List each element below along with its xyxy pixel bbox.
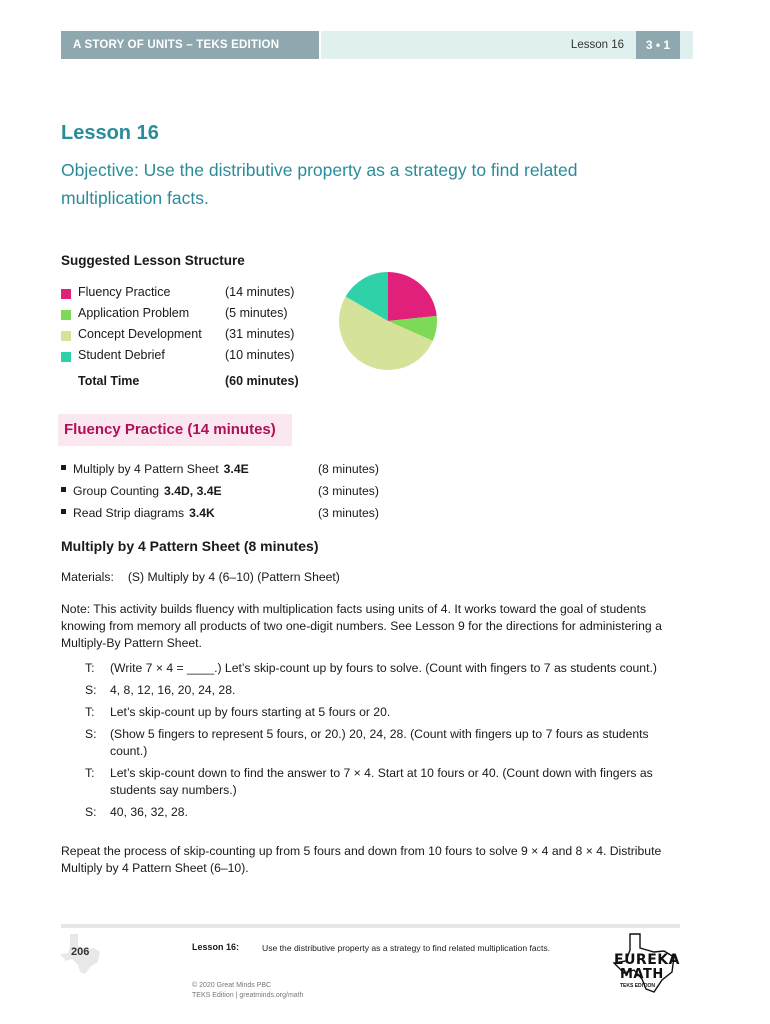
fluency-item-label: Group Counting — [73, 484, 160, 498]
fluency-item-teks: 3.4D, 3.4E — [164, 484, 222, 498]
footer-lesson-label: Lesson 16: — [192, 942, 240, 952]
total-minutes: (60 minutes) — [225, 374, 299, 388]
lesson-objective: Objective: Use the distributive property as a strategy to find related multiplication facts. — [61, 160, 578, 208]
dialog-speaker: S: — [85, 727, 97, 741]
logo-text: EUREKA — [614, 952, 680, 968]
fluency-item-label: Multiply by 4 Pattern Sheet — [73, 462, 219, 476]
structure-item-label: Student Debrief — [78, 348, 165, 362]
legend-swatch — [61, 310, 71, 320]
structure-item-label: Concept Development — [78, 327, 202, 341]
dialog-text: 4, 8, 12, 16, 20, 24, 28. — [110, 683, 236, 697]
fluency-item-minutes: (3 minutes) — [318, 484, 379, 498]
structure-item — [61, 327, 321, 348]
legend-swatch — [61, 331, 71, 341]
structure-item — [61, 348, 321, 369]
structure-item-minutes: (14 minutes) — [225, 285, 295, 299]
materials-line — [61, 570, 340, 584]
copyright-line: © 2020 Great Minds PBC — [192, 982, 272, 989]
structure-title: Suggested Lesson Structure — [61, 253, 245, 268]
dialog-text: (Show 5 fingers to represent 5 fours, or 20.) 20, 24, 28. (Count with fingers up to 7 fours as students count.) — [110, 727, 649, 758]
dialog-line — [61, 726, 681, 760]
dialog-speaker: T: — [85, 766, 95, 780]
materials-value: (S) Multiply by 4 (6–10) (Pattern Sheet) — [127, 570, 340, 584]
logo-text: MATH — [620, 967, 664, 982]
dialog-speaker: S: — [85, 683, 97, 697]
header-lesson: Lesson 16 — [570, 39, 624, 51]
activity-note: Note: This activity builds fluency with multiplication facts using units of 4. It works toward the goal of students knowing from memory all products of two one-digit numbers. See Lesson 9 for the directions for administering a Multiply-By Pattern Sheet. — [61, 602, 662, 650]
fluency-item-label: Read Strip diagrams — [73, 506, 185, 520]
teacher-student-dialog — [61, 660, 681, 826]
dialog-text: Let’s skip-count up by fours starting at 5 fours or 20. — [110, 705, 391, 719]
series-title: A STORY OF UNITS – TEKS EDITION — [61, 31, 319, 59]
fluency-item-teks: 3.4E — [223, 462, 249, 476]
activity-title: Multiply by 4 Pattern Sheet (8 minutes) — [61, 538, 319, 554]
dialog-speaker: T: — [85, 705, 95, 719]
dialog-text: (Write 7 × 4 = ____.) Let’s skip-count up by fours to solve. (Count with fingers to 7 as students count.) — [110, 661, 657, 675]
bullet-icon — [61, 509, 66, 514]
pie-slice-fluency-practice — [388, 272, 437, 321]
logo-subtitle: TEKS EDITION — [620, 983, 656, 989]
legend-swatch — [61, 352, 71, 362]
fluency-item-teks: 3.4K — [189, 506, 215, 520]
footer-objective: Use the distributive property as a strategy to find related multiplication facts. — [262, 943, 551, 953]
lesson-title: Lesson 16 — [61, 122, 159, 144]
page-number: 206 — [71, 946, 90, 958]
eureka-math-logo — [608, 932, 680, 994]
fluency-item-minutes: (8 minutes) — [318, 462, 379, 476]
copyright-line: TEKS Edition | greatminds.org/math — [192, 991, 304, 999]
structure-item — [61, 285, 321, 306]
dialog-line — [61, 660, 681, 677]
copyright — [192, 981, 304, 1000]
dialog-line — [61, 704, 681, 721]
structure-item-label: Fluency Practice — [78, 285, 171, 299]
dialog-speaker: S: — [85, 805, 97, 819]
bullet-icon — [61, 465, 66, 470]
dialog-line — [61, 804, 681, 821]
structure-item-minutes: (5 minutes) — [225, 306, 288, 320]
structure-item — [61, 306, 321, 327]
header-grade-module: 3 • 1 — [636, 31, 680, 59]
materials-label: Materials: — [61, 570, 114, 584]
fluency-item — [61, 462, 401, 484]
structure-list — [61, 285, 321, 369]
page-header — [61, 31, 680, 59]
legend-swatch — [61, 289, 71, 299]
structure-item-minutes: (31 minutes) — [225, 327, 295, 341]
bullet-icon — [61, 487, 66, 492]
closing-paragraph: Repeat the process of skip-counting up from 5 fours and down from 10 fours to solve 9 × 4 and 8 × 4. Distribute Multiply by 4 Pattern Sheet (6–10). — [61, 844, 662, 875]
dialog-line — [61, 682, 681, 699]
dialog-line — [61, 765, 681, 799]
footer-divider — [61, 924, 680, 928]
dialog-text: 40, 36, 32, 28. — [110, 805, 188, 819]
dialog-speaker: T: — [85, 661, 95, 675]
fluency-item — [61, 506, 401, 528]
dialog-text: Let’s skip-count down to find the answer to 7 × 4. Start at 10 fours or 40. (Count down with fingers as students say numbers.) — [110, 766, 653, 797]
fluency-item — [61, 484, 401, 506]
structure-item-label: Application Problem — [78, 306, 190, 320]
structure-item-minutes: (10 minutes) — [225, 348, 295, 362]
fluency-list — [61, 462, 401, 528]
fluency-item-minutes: (3 minutes) — [318, 506, 379, 520]
total-label: Total Time — [78, 374, 140, 388]
fluency-title: Fluency Practice (14 minutes) — [64, 421, 276, 438]
lesson-structure-pie-chart — [338, 270, 438, 372]
